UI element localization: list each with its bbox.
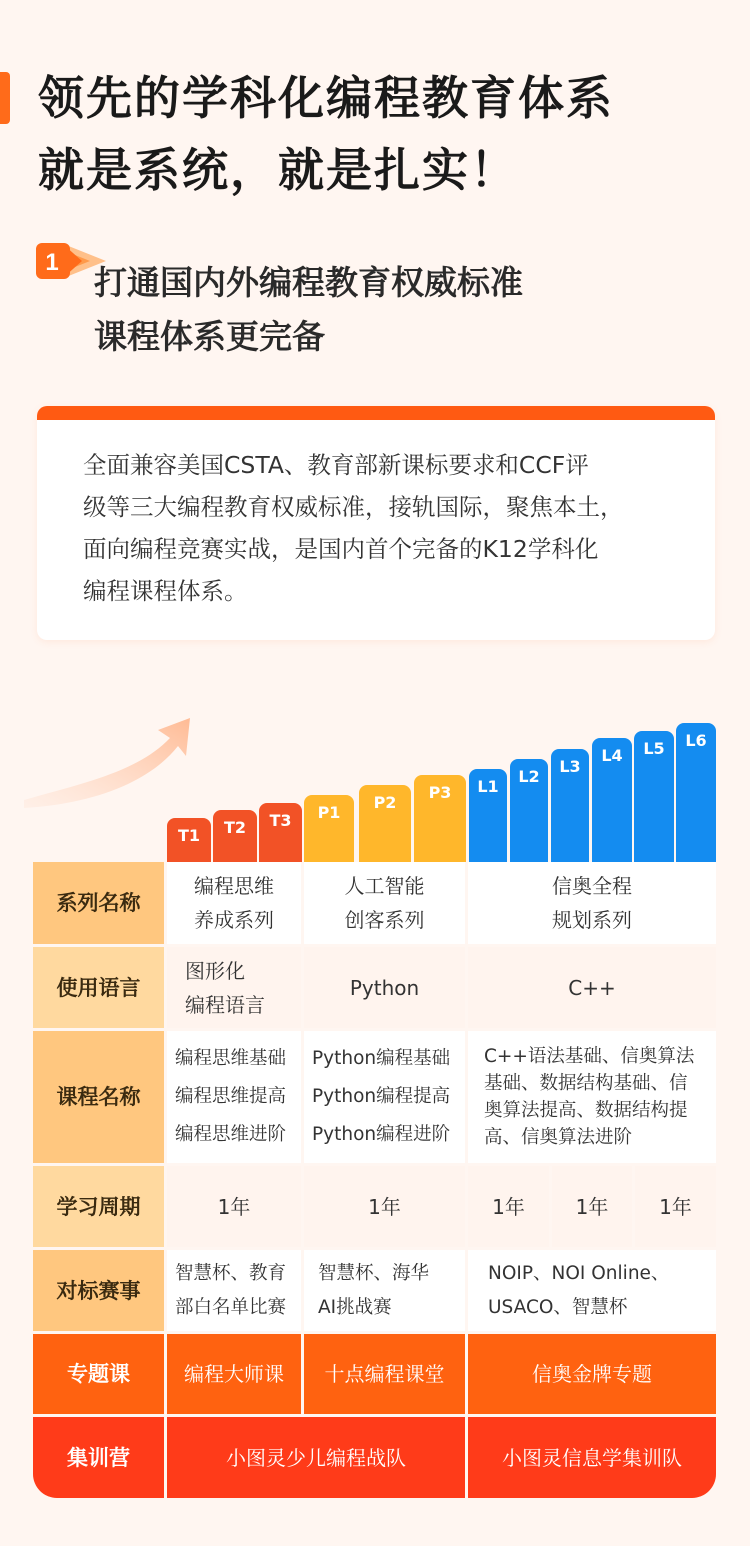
series-t-line: 编程思维	[194, 874, 274, 898]
level-l5: L5	[634, 731, 674, 862]
intro-line: 面向编程竞赛实战，是国内首个完备的K12学科化	[83, 535, 599, 563]
level-l2: L2	[510, 759, 548, 862]
heading-line-2: 就是系统，就是扎实！	[38, 143, 518, 197]
course-c-line: 奥算法提高、数据结构提	[484, 1100, 688, 1121]
course-p-item: Python编程基础	[312, 1048, 451, 1069]
course-t-item: 编程思维进阶	[175, 1124, 287, 1145]
period-cell-p: 1年	[304, 1166, 465, 1247]
language-t-line: 图形化	[185, 958, 245, 983]
row-header-contest: 对标赛事	[33, 1250, 164, 1331]
special-cell-t: 编程大师课	[167, 1334, 301, 1414]
series-p-line: 人工智能	[344, 874, 425, 898]
period-cell-c: 1年	[468, 1166, 549, 1247]
section-title-line-2: 课程体系更完备	[94, 317, 325, 356]
section-title	[94, 256, 523, 364]
intro-card-topline	[37, 406, 715, 420]
intro-card	[37, 406, 715, 640]
contest-p-line: AI挑战赛	[318, 1296, 392, 1318]
course-cell-c	[468, 1031, 716, 1163]
section-number: 1	[45, 249, 59, 276]
growth-arrow-icon	[20, 712, 210, 822]
level-l6: L6	[676, 723, 716, 862]
intro-line: 级等三大编程教育权威标准，接轨国际，聚焦本土，	[83, 493, 624, 521]
course-p-item: Python编程进阶	[312, 1124, 451, 1145]
level-l1: L1	[469, 769, 507, 862]
series-cell-c	[468, 862, 716, 944]
series-cell-t	[167, 862, 301, 944]
language-cell-p: Python	[304, 947, 465, 1028]
contest-c-line: NOIP、NOI Online、	[488, 1262, 670, 1284]
intro-line: 编程课程体系。	[83, 577, 248, 605]
contest-cell-p	[304, 1250, 465, 1331]
course-c-line: 高、信奥算法进阶	[484, 1127, 633, 1148]
camp-cell-c: 小图灵信息学集训队	[468, 1417, 716, 1498]
level-p3: P3	[414, 775, 466, 862]
row-header-special: 专题课	[33, 1334, 164, 1414]
level-p2: P2	[359, 785, 411, 862]
course-p-item: Python编程提高	[312, 1086, 451, 1107]
language-t-line: 编程语言	[185, 992, 265, 1017]
level-l4: L4	[592, 738, 632, 862]
special-cell-p: 十点编程课堂	[304, 1334, 465, 1414]
page-heading	[38, 62, 614, 206]
section-title-line-1: 打通国内外编程教育权威标准	[94, 263, 523, 302]
course-t-item: 编程思维基础	[175, 1048, 287, 1069]
level-p1: P1	[304, 795, 354, 862]
series-t-line: 养成系列	[194, 908, 274, 932]
course-t-item: 编程思维提高	[175, 1086, 287, 1107]
heading-accent-bar	[0, 72, 10, 124]
period-cell-c: 1年	[552, 1166, 632, 1247]
row-header-language: 使用语言	[33, 947, 164, 1028]
row-header-series: 系列名称	[33, 862, 164, 944]
level-t1: T1	[167, 818, 211, 862]
level-l3: L3	[551, 749, 589, 862]
language-cell-c: C++	[468, 947, 716, 1028]
series-p-line: 创客系列	[344, 908, 425, 932]
course-cell-t	[167, 1031, 301, 1163]
contest-c-line: USACO、智慧杯	[488, 1296, 628, 1318]
period-cell-c: 1年	[635, 1166, 716, 1247]
special-cell-c: 信奥金牌专题	[468, 1334, 716, 1414]
level-t2: T2	[213, 810, 257, 862]
row-header-period: 学习周期	[33, 1166, 164, 1247]
contest-cell-t	[167, 1250, 301, 1331]
row-header-camp: 集训营	[33, 1417, 164, 1498]
course-c-line: C++语法基础、信奥算法	[484, 1046, 695, 1067]
course-cell-p	[304, 1031, 465, 1163]
heading-line-1: 领先的学科化编程教育体系	[38, 71, 614, 125]
contest-t-line: 部白名单比赛	[175, 1296, 287, 1318]
contest-cell-c	[468, 1250, 716, 1331]
series-cell-p	[304, 862, 465, 944]
curriculum-table	[33, 862, 716, 1498]
language-cell-t	[167, 947, 301, 1028]
row-header-course: 课程名称	[33, 1031, 164, 1163]
contest-p-line: 智慧杯、海华	[318, 1262, 430, 1284]
period-cell-t: 1年	[167, 1166, 301, 1247]
course-c-line: 基础、数据结构基础、信	[484, 1073, 688, 1094]
series-c-line: 规划系列	[552, 908, 632, 932]
contest-t-line: 智慧杯、教育	[175, 1262, 287, 1284]
camp-cell-tp: 小图灵少儿编程战队	[167, 1417, 465, 1498]
series-c-line: 信奥全程	[552, 874, 632, 898]
intro-line: 全面兼容美国CSTA、教育部新课标要求和CCF评	[83, 451, 589, 479]
intro-text	[83, 444, 683, 612]
level-t3: T3	[259, 803, 302, 862]
